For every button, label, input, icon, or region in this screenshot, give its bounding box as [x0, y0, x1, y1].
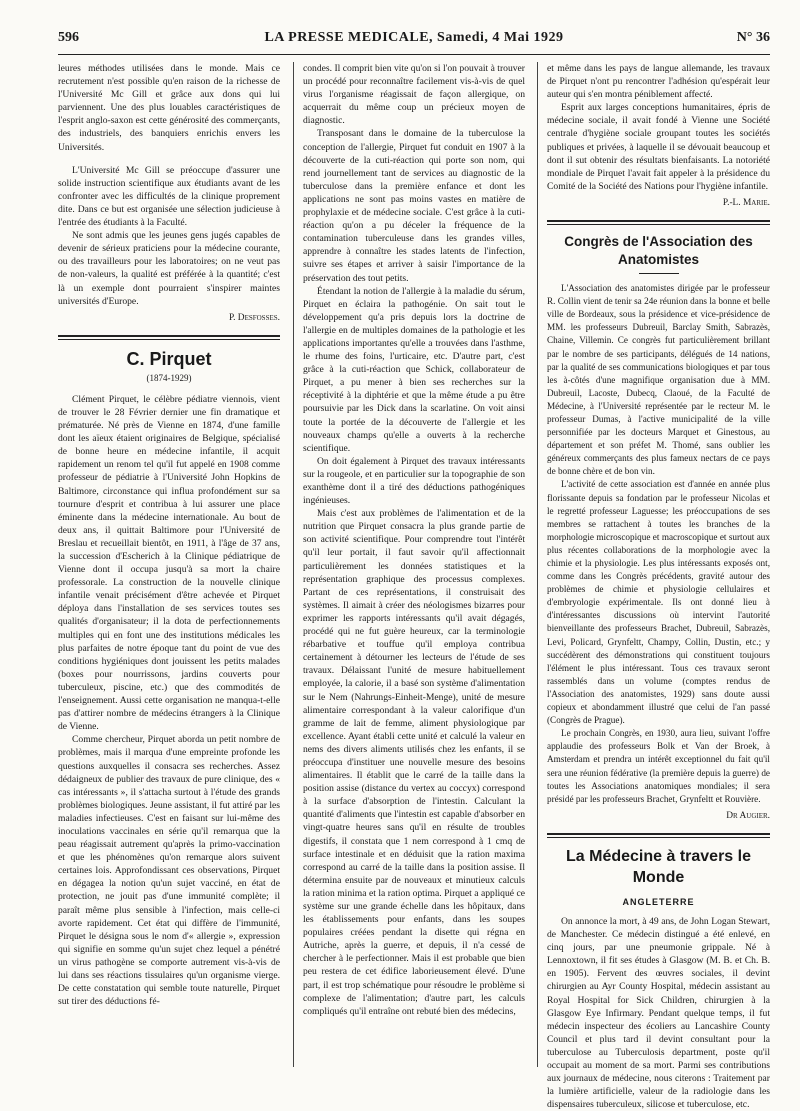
paragraph: Clément Pirquet, le célèbre pédiatre viennois, vient de trouver le 28 Février dernier une fin dramatique et prématurée. Né près de Vienne en 1874, d'une famille dont les aïeux étaient originaires de Belgique, spécialisé de bonne heure en médecine infantile, il acquit rapidement un renom tel qu'il fut appelé en 1908 comme professeur de pédiatrie à l'Université John Hopkins de Baltimore, circonstance qui influa profondément sur sa tournure d'esprit et contribua à lui assurer une place éminente dans la médecine internationale. Au bout de deux ans, il quittait Baltimore pour l'Université de Breslau et recueillait bientôt, en 1911, à l'âge de 37 ans, la succession d'Escherich à la Clinique pédiatrique de Vienne dont il occupa jusqu'à sa mort la chaire professorale. La construction de la nouvelle clinique infantile venait précisément d'être achevée et Pirquet déploya dans l'installation de ses services toutes ses qualités d'organisateur; il la dota de perfectionnements multiples qui en font une des institutions médicales les plus parfaites de notre époque tant du point de vue des conditions hygiéniques dont jouissent les petits malades (boxes pour nourrissons, jardins couverts pour tuberculeux, piscine, etc.) que des commodités de l'enseignement. Aussi cette organisation ne manqua-t-elle pas d'attirer nombre de médecins étrangers à la Clinique de Vienne.	[58, 393, 280, 733]
paragraph: leures méthodes utilisées dans le monde. Mais ce recrutement n'est possible qu'en raison de la richesse de l'Université Mc Gill et grâce aux dons qui lui parviennent. Une des plus louables caractéristiques de l'esprit anglo-saxon est cette générosité des commerçants, des industriels, des banquiers enrichis envers les Universités.	[58, 63, 280, 153]
paragraph: On annonce la mort, à 49 ans, de John Logan Stewart, de Manchester. Ce médecin distingué a été enlevé, en cinq jours, par une pneumonie grippale. Né à Lennoxtown, il fit ses études à Glasgow (M. B. et Ch. B. en 1905). Fervent des œuvres sociales, il devint chirurgien au Ayr County Hospital, médecin assistant au Royal Hospital for Sick Children, chirurgien à la Glasgow Eye Infirmary. Pendant quelque temps, il fut médecin inspecteur des écoliers au Lancashire County Council et plus tard il devint consultant pour la tuberculose au Tuberculosis department, poste qu'il occupait au moment de sa mort. Parmi ses contributions aux journaux de médecine, nous citerons : Traitement par la lumière artificielle, valeur de la radiologie dans les dispensaires tuberculeux, silicose et tuberculose, etc.	[547, 915, 770, 1111]
obituary-dates: (1874-1929)	[146, 372, 192, 383]
author-signature: P. Desfosses.	[228, 312, 280, 323]
paragraph: Esprit aux larges conceptions humanitaires, épris de médecine sociale, il avait fondé à Vienne une Société centrale d'hygiène sociale groupant toutes les sociétés publiques et privées, à laquelle il se dévouait beaucoup et dont il sut obtenir des résultats bienfaisants. La notoriété mondiale de Pirquet l'avait fait appeler à la présidence du Comité de la Société des Nations pour l'hygiène infantile.	[547, 102, 770, 192]
author-signature: Dr Augier.	[726, 810, 770, 821]
paragraph: L'activité de cette association est d'année en année plus florissante depuis sa fondation par le professeur Nicolas et le regretté professeur Laguesse; les préoccupations de ses membres se rattachent à toutes les branches de la morphologie microscopique et macroscopique et surtout aux plus récentes collaborations de la morphologie avec la chimie et la physiologie. Les plus intéressants exposés ont, comme dans les Congrès précédents, gravité autour des problèmes de chimie et physiologie cellulaires et d'embryologie expérimentale. Ils ont donné lieu à d'intéressantes discussions où intervint l'autorité bienveillante des professeurs Brachet, Dubreuil, Sabrazès, Levi, Policard, Grynfeltt, Champy, Collin, Dustin, etc.; y succédèrent des démonstrations qui constituent toujours l'élément le plus intéressant. Tous ces travaux seront rassemblés dans un volume (comptes rendus de l'Association des anatomistes, 1929) sans doute aussi copieux et abondamment illustré que celui de l'an passé (Congrès de Prague).	[547, 479, 770, 726]
paragraph: Transposant dans le domaine de la tuberculose la conception de l'allergie, Pirquet fut conduit en 1907 à la découverte de la cuti-réaction qui porte son nom, qui rend journellement tant de services au diagnostic de la tuberculose dans la première enfance et dont les applications ne sont pas moins vastes en matière de prophylaxie et de médecine sociale. C'est grâce à la cuti-réaction qu'on a pu déceler la fréquence de la contamination tuberculeuse dans les grandes villes, apprendre à connaître les stades latents de l'infection, suivre ses étapes et arriver à saisir l'importance de la préservation des tout petits.	[303, 128, 525, 284]
column-divider	[293, 62, 294, 1067]
paragraph: On doit également à Pirquet des travaux intéressants sur la rougeole, et en particulier sur la topographie de son exanthème dont il a tiré des déductions pathogéniques ingénieuses.	[303, 455, 525, 507]
title-underline	[639, 273, 679, 274]
congres-article	[547, 282, 770, 806]
paragraph: L'Association des anatomistes dirigée par le professeur R. Collin vient de tenir sa 24e réunion dans la bonne et belle ville de Bordeaux, sous la présidence et vice-présidence de MM. les professeurs Dubreuil, Barclay Smith, Sabrazès, Chaine, Villemin. Ce congrès fut particulièrement brillant par le nombre de ses participants, délégués de 14 nations, par la qualité de ses communications biologiques et par tous les à-côtés d'une magnifique organisation due à MM. Dubreuil, Lacoste, Dubecq, Claoué, de la Faculté de Médecine, à l'Université représentée par le recteur M. le professeur Dumas, à l'active municipalité de la ville personnifiée par les docteurs Marquet et Ginestous, au département et son préfet M. Thomé, sans oublier les généreux commerçants des plus fameux nectars de ce pays de bonne chère et de bon vin.	[547, 283, 770, 477]
section-separator	[547, 224, 770, 225]
column-left	[58, 62, 280, 1074]
paragraph: L'Université Mc Gill se préoccupe d'assurer une solide instruction scientifique aux étudiants avant de les confronter avec les difficultés de la clinique proprement dite. Dans ce but est organisée une sélection judicieuse à l'entrée des étudiants à la Faculté.	[58, 164, 280, 229]
column-middle	[303, 62, 525, 1074]
section-separator	[58, 335, 280, 337]
author-signature: P.-L. Marie.	[722, 197, 770, 208]
country-subheading: ANGLETERRE	[622, 896, 695, 907]
column-right	[547, 62, 770, 1111]
paragraph: Mais c'est aux problèmes de l'alimentation et de la nutrition que Pirquet consacra la plus grande partie de son activité scientifique. Pour comprendre tout l'intérêt qu'il leur portait, il faut savoir qu'il affectionnait particulièrement les données statistiques et la représentation graphique des processus complexes. Partant de ces représentations, il construisait des systèmes. Il aimait à créer des néologismes bizarres pour exprimer les rapports intéressants qu'il avait dégagés, procédé qui ne fut guère heureux, car la terminologie rébarbative et touffue qu'il employa contribua certainement à détourner les lecteurs de l'étude de ses travaux. Délaissant l'unité de mesure habituellement employée, la calorie, il a basé son système d'alimentation sur le Nem (Nahrungs-Einheit-Menge), unité de mesure alimentaire correspondant à la valeur calorifique d'un gramme de lait de femme, aliment physiologique par excellence. Ayant établi cette unité et calculé la valeur en nems des divers aliments utilisés chez les enfants, il se préoccupa d'instituer une nouvelle mesure des besoins alimentaires. Il établit que le carré de la taille dans la position assise (distance du vertex au coccyx) correspond à la surface d'absorption de l'intestin. Calculant la quantité d'aliments que l'intestin est capable d'absorber en vingt-quatre heures sans qu'il en résulte de troubles digestifs, il constata que 1 nem correspond à 1 cmq de surface intestinale et en déduisit que la ration maxima correspond au carré de la taille dans la position assise. Il détermina ensuite par de nouveaux et minutieux calculs la ration minima et la ration optima. Pirquet a appliqué ce système sur une grande échelle dans les hôpitaux, dans les établissements pour enfants, dans les soupes populaires créées pendant la disette qui régna en Autriche, après la guerre, et depuis, il n'a cessé de chercher à le perfectionner. Mais il est probable que bien peu restera de cet édifice laborieusement élevé. D'une part, il est trop schématique pour résoudre le problème si complexe de l'alimentation; d'autre part, les calculs compliqués qu'il entraîne ont rebuté bien des médecins,	[303, 508, 525, 1017]
obituary-title: C. Pirquet	[126, 348, 212, 369]
publication-title: LA PRESSE MEDICALE, Samedi, 4 Mai 1929	[264, 30, 564, 45]
paragraph: Le prochain Congrès, en 1930, aura lieu, suivant l'offre applaudie des professeurs Bolk et Van der Broek, à Amsterdam et prendra un intérêt exceptionnel du fait qu'il sera une réunion fédérative (la première depuis la guerre) de toutes les Associations anatomiques mondiales; il sera présidé par les professeurs Brachet, Grynfeltt et Rouvière.	[547, 728, 770, 804]
column-divider	[537, 62, 538, 1067]
section-separator	[547, 833, 770, 835]
section-separator	[547, 220, 770, 222]
paragraph: Comme chercheur, Pirquet aborda un petit nombre de problèmes, mais il marqua d'une empreinte profonde les questions auxquelles il consacra ses recherches. Assez dédaigneux de publier des travaux de pure clinique, des « cas intéressants », il s'attacha surtout à l'étude des grands problèmes biologiques. Jeune assistant, il fut attiré par les maladies infectieuses. C'est en faisant sur lui-même des inoculations vaccinales en série qu'il remarqua que la peau réagissait autrement qu'après la primo-vaccination et que les phénomènes qu'on remarque alors suivent certaines lois. Approfondissant ces observations, Pirquet en dégagea la notion qu'un sujet vacciné, en état de protection, ne jouit pas d'une immunité complète; il paraît même plus sensible à l'infection, mais celle-ci avorte rapidement. Cet état qui diffère de l'immunité, Pirquet le désigna sous le nom d'« allergie », expression qui signifie en somme qu'un sujet chez lequel a pénétré un virus pathogène se comporte autrement vis-à-vis de lui dans ses réactions tissulaires qu'un organisme vierge. De cette constatation qui semble toute naturelle, Pirquet sut tirer des déductions fé-	[58, 734, 280, 1008]
page-header	[58, 28, 770, 55]
medecine-title: La Médecine à travers le Monde	[566, 847, 751, 886]
paragraph: et même dans les pays de langue allemande, les travaux de Pirquet n'ont pu rencontrer l'adhésion qu'espérait leur auteur qui s'en montra péniblement affecté.	[547, 63, 770, 101]
issue-number: N° 36	[736, 30, 770, 45]
page-number: 596	[58, 30, 79, 45]
paragraph: Étendant la notion de l'allergie à la maladie du sérum, Pirquet en éclaira la pathogénie. On sait tout le développement qu'a pris depuis lors la doctrine de l'allergie en de multiples domaines de la pathologie et les applications importantes qu'elle a trouvées dans l'asthme, le rhume des foins, l'urticaire, etc. D'autre part, c'est grâce à la cuti-réaction que Schick, collaborateur de Pirquet, a pu mener à bien ses recherches sur la réceptivité à la diphtérie et que la même étude a pu être poursuivie par les Dick dans la scarlatine. On voit ainsi toute la portée de la découverte de l'allergie et les nouveaux champs qu'elle a ouverts à la recherche scientifique.	[303, 285, 525, 454]
paragraph: condes. Il comprit bien vite qu'on si l'on pouvait à trouver un procédé pour reconnaître facilement vis-à-vis de quel virus l'organisme réagissait de façon allergique, on acquerrait du même coup un précieux moyen de diagnostic.	[303, 63, 525, 127]
section-separator	[58, 339, 280, 340]
section-separator	[547, 837, 770, 838]
congres-title: Congrès de l'Association des Anatomistes	[564, 234, 753, 268]
paragraph: Ne sont admis que les jeunes gens jugés capables de devenir de sérieux praticiens pour la médecine courante, ou des travailleurs pour les laboratoires; on ne veut pas de non-valeurs, la qualité est préférée à la quantité; c'est là un exemple dont pourraient s'inspirer maintes universités d'Europe.	[58, 230, 280, 307]
